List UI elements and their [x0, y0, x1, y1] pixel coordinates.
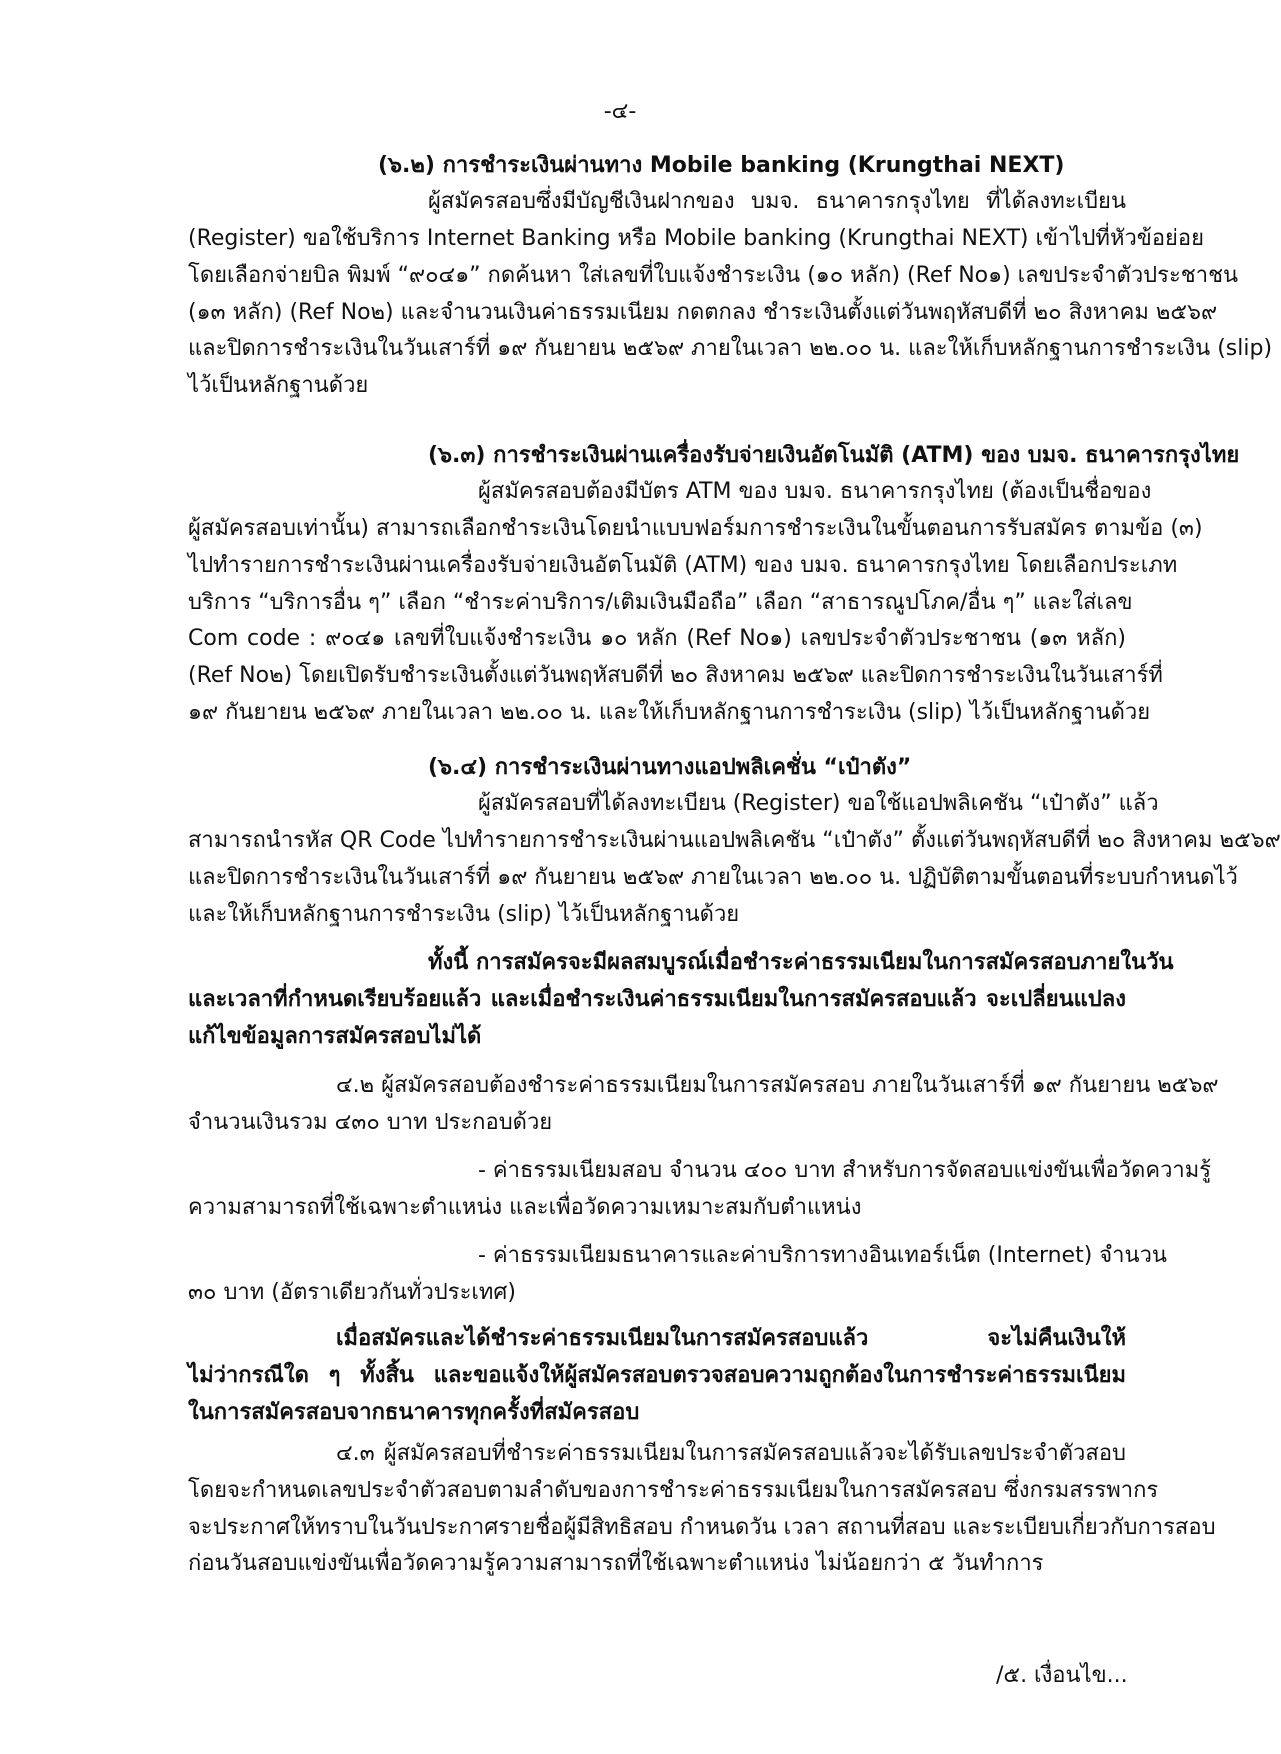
- section-6-3-line-1: ผู้สมัครสอบต้องมีบัตร ATM ของ บมจ. ธนาคารกรุงไทย (ต้องเป็นชื่อของ: [478, 479, 1152, 504]
- section-4-3-line-2: โดยจะกำหนดเลขประจำตัวสอบตามลำดับของการชำระค่าธรรมเนียมในการสมัครสอบ ซึ่งกรมสรรพากร: [188, 1478, 1159, 1503]
- section-4-2-line-3: - ค่าธรรมเนียมสอบ จำนวน ๔๐๐ บาท สำหรับการจัดสอบแข่งขันเพื่อวัดความรู้: [478, 1158, 1212, 1183]
- section-6-3-line-2: ผู้สมัครสอบเท่านั้น) สามารถเลือกชำระเงินโดยนำแบบฟอร์มการชำระเงินในขั้นตอนการรับสมัคร ตามข้อ (๓): [188, 516, 1203, 541]
- section-6-2-line-1: ผู้สมัครสอบซึ่งมีบัญชีเงินฝากของ บมจ. ธนาคารกรุงไทย ที่ได้ลงทะเบียน: [428, 189, 1126, 214]
- note-1-line-3: แก้ไขข้อมูลการสมัครสอบไม่ได้: [188, 1024, 482, 1049]
- section-6-2-line-6: ไว้เป็นหลักฐานด้วย: [188, 373, 369, 398]
- section-4-2-line-2: จำนวนเงินรวม ๔๓๐ บาท ประกอบด้วย: [188, 1110, 553, 1135]
- note-2-line-1: เมื่อสมัครและได้ชำระค่าธรรมเนียมในการสมัครสอบแล้ว จะไม่คืนเงินให้: [336, 1326, 1126, 1351]
- section-6-4-heading: (๖.๔) การชำระเงินผ่านทางแอปพลิเคชั่น “เป๋าตัง”: [428, 755, 912, 780]
- section-4-3-line-4: ก่อนวันสอบแข่งขันเพื่อวัดความรู้ความสามารถที่ใช้เฉพาะตำแหน่ง ไม่น้อยกว่า ๕ วันทำการ: [188, 1551, 1044, 1576]
- section-6-2-line-4: (๑๓ หลัก) (Ref No๒) และจำนวนเงินค่าธรรมเนียม กดตกลง ชำระเงินตั้งแต่วันพฤหัสบดีที่ ๒๐ สิงหาคม ๒๕๖๙: [188, 300, 1218, 325]
- section-6-2-line-2: (Register) ขอใช้บริการ Internet Banking หรือ Mobile banking (Krungthai NEXT) เข้าไปที่หัวข้อย่อย: [188, 226, 1205, 251]
- section-4-2-line-5: - ค่าธรรมเนียมธนาคารและค่าบริการทางอินเทอร์เน็ต (Internet) จำนวน: [478, 1243, 1167, 1268]
- section-6-3-line-5: Com code : ๙๐๔๑ เลขที่ใบแจ้งชำระเงิน ๑๐ หลัก (Ref No๑) เลขประจำตัวประชาชน (๑๓ หลัก): [188, 626, 1126, 651]
- section-4-3-line-1: ๔.๓ ผู้สมัครสอบที่ชำระค่าธรรมเนียมในการสมัครสอบแล้วจะได้รับเลขประจำตัวสอบ: [336, 1441, 1126, 1466]
- section-4-2-line-6: ๓๐ บาท (อัตราเดียวกันทั่วประเทศ): [188, 1280, 516, 1305]
- section-4-2-line-4: ความสามารถที่ใช้เฉพาะตำแหน่ง และเพื่อวัดความเหมาะสมกับตำแหน่ง: [188, 1195, 862, 1220]
- page-number: -๔-: [603, 99, 637, 124]
- section-4-3-line-3: จะประกาศให้ทราบในวันประกาศรายชื่อผู้มีสิทธิสอบ กำหนดวัน เวลา สถานที่สอบ และระเบียบเกี่ยวกับการสอบ: [188, 1515, 1216, 1540]
- section-6-3-line-7: ๑๙ กันยายน ๒๕๖๙ ภายในเวลา ๒๒.๐๐ น. และให้เก็บหลักฐานการชำระเงิน (slip) ไว้เป็นหลักฐานด้วย: [188, 700, 1151, 725]
- section-4-2-line-1: ๔.๒ ผู้สมัครสอบต้องชำระค่าธรรมเนียมในการสมัครสอบ ภายในวันเสาร์ที่ ๑๙ กันยายน ๒๕๖๙: [336, 1073, 1219, 1098]
- note-1-line-2: และเวลาที่กำหนดเรียบร้อยแล้ว และเมื่อชำระเงินค่าธรรมเนียมในการสมัครสอบแล้ว จะเปลี่ยนแปลง: [188, 987, 1126, 1012]
- section-6-2-line-5: และปิดการชำระเงินในวันเสาร์ที่ ๑๙ กันยายน ๒๕๖๙ ภายในเวลา ๒๒.๐๐ น. และให้เก็บหลักฐานการชำระเงิน (slip): [188, 336, 1273, 361]
- section-6-3-line-4: บริการ “บริการอื่น ๆ” เลือก “ชำระค่าบริการ/เติมเงินมือถือ” เลือก “สาธารณูปโภค/อื่น ๆ” และใส่เลข: [188, 590, 1133, 615]
- section-6-4-line-1: ผู้สมัครสอบที่ได้ลงทะเบียน (Register) ขอใช้แอปพลิเคชัน “เป๋าตัง” แล้ว: [478, 791, 1159, 816]
- section-6-3-line-3: ไปทำรายการชำระเงินผ่านเครื่องรับจ่ายเงินอัตโนมัติ (ATM) ของ บมจ. ธนาคารกรุงไทย โดยเลือกประเภท: [188, 553, 1178, 578]
- section-6-3-heading: (๖.๓) การชำระเงินผ่านเครื่องรับจ่ายเงินอัตโนมัติ (ATM) ของ บมจ. ธนาคารกรุงไทย: [428, 443, 1240, 468]
- continuation-marker: /๕. เงื่อนไข...: [996, 1663, 1128, 1688]
- note-2-line-2: ไม่ว่ากรณีใด ๆ ทั้งสิ้น และขอแจ้งให้ผู้สมัครสอบตรวจสอบความถูกต้องในการชำระค่าธรรมเนียม: [188, 1363, 1126, 1388]
- section-6-4-line-2: สามารถนำรหัส QR Code ไปทำรายการชำระเงินผ่านแอปพลิเคชัน “เป๋าตัง” ตั้งแต่วันพฤหัสบดีที่ ๒๐ สิงหาคม ๒๕๖๙: [188, 828, 1281, 853]
- section-6-4-line-3: และปิดการชำระเงินในวันเสาร์ที่ ๑๙ กันยายน ๒๕๖๙ ภายในเวลา ๒๒.๐๐ น. ปฏิบัติตามขั้นตอนที่ระบบกำหนดไว้: [188, 865, 1238, 890]
- section-6-3-line-6: (Ref No๒) โดยเปิดรับชำระเงินตั้งแต่วันพฤหัสบดีที่ ๒๐ สิงหาคม ๒๕๖๙ และปิดการชำระเงินในวันเสาร์ที่: [188, 663, 1163, 688]
- note-2-line-3: ในการสมัครสอบจากธนาคารทุกครั้งที่สมัครสอบ: [188, 1400, 640, 1425]
- section-6-2-line-3: โดยเลือกจ่ายบิล พิมพ์ “๙๐๔๑” กดค้นหา ใส่เลขที่ใบแจ้งชำระเงิน (๑๐ หลัก) (Ref No๑) เลขประจำตัวประชาชน: [188, 263, 1239, 288]
- section-6-4-line-4: และให้เก็บหลักฐานการชำระเงิน (slip) ไว้เป็นหลักฐานด้วย: [188, 902, 740, 927]
- note-1-line-1: ทั้งนี้ การสมัครจะมีผลสมบูรณ์เมื่อชำระค่าธรรมเนียมในการสมัครสอบภายในวัน: [428, 950, 1174, 975]
- section-6-2-heading: (๖.๒) การชำระเงินผ่านทาง Mobile banking (Krungthai NEXT): [378, 153, 1065, 178]
